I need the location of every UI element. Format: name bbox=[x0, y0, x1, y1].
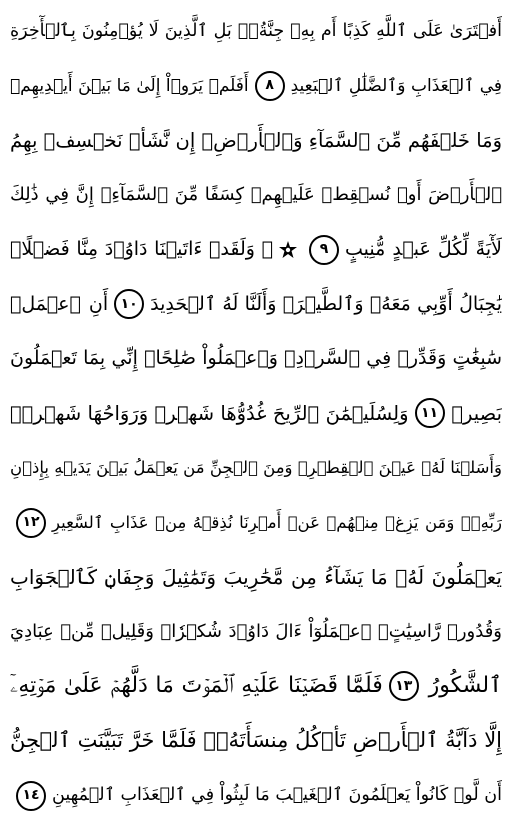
verse-text: ٱلشَّكُورُ bbox=[428, 673, 502, 699]
verse-text: أَفۡتَرَىٰ عَلَى ٱللَّهِ كَذِبًا أَم بِهِۦ جِنَّةُۢۗ بَلِ ٱلَّذِينَ لَا يُؤۡمِنُونَ بِٱلۡأٓخِرَةِ bbox=[10, 20, 502, 41]
verse-text: وَقُدُورٖ رَّاسِيَٰتٍۚ ٱعۡمَلُوٓاْ ءَالَ دَاوُۥدَ شُكۡرٗاۚ وَقَلِيلٞ مِّنۡ عِبَادِيَ bbox=[10, 621, 502, 643]
verse-line bbox=[10, 277, 502, 332]
ayah-number-marker: ٩ bbox=[309, 235, 339, 265]
ayah-number-marker: ١٠ bbox=[114, 289, 144, 319]
ayah-number-marker: ١٣ bbox=[389, 671, 419, 701]
verse-line bbox=[10, 659, 502, 714]
verse-line bbox=[10, 714, 502, 769]
verse-text: وَلِسُلَيۡمَٰنَ ٱلرِّيحَ غُدُوُّهَا شَهۡرٞ وَرَوَاحُهَا شَهۡرٞۖ bbox=[10, 401, 409, 425]
verse-line bbox=[10, 222, 502, 277]
verse-text: أَن لَّوۡ كَانُواْ يَعۡلَمُونَ ٱلۡغَيۡبَ مَا لَبِثُواْ فِي ٱلۡعَذَابِ ٱلۡمُهِينِ bbox=[52, 785, 502, 806]
verse-line bbox=[10, 332, 502, 387]
ayah-number-marker: ١١ bbox=[415, 398, 445, 428]
verse-text: وَأَسَلۡنَا لَهُۥ عَيۡنَ ٱلۡقِطۡرِۖ وَمِنَ ٱلۡجِنِّ مَن يَعۡمَلُ بَيۡنَ يَدَيۡهِ بِإِذۡنِ bbox=[10, 458, 502, 478]
verse-line bbox=[10, 768, 502, 823]
verse-text: وَمَا خَلۡفَهُم مِّنَ ٱلسَّمَآءِ وَٱلۡأَرۡضِۚ إِن نَّشَأۡ نَخۡسِفۡ بِهِمُ bbox=[10, 128, 502, 152]
verse-text: فَلَمَّا قَضَيۡنَا عَلَيۡهِ ٱلۡمَوۡتَ مَا دَلَّهُمۡ عَلَىٰ مَوۡتِهِۦٓ bbox=[10, 673, 383, 699]
verse-text: يَٰجِبَالُ أَوِّبِي مَعَهُۥ وَٱلطَّيۡرَۖ وَأَلَنَّا لَهُ ٱلۡحَدِيدَ bbox=[150, 292, 502, 315]
star-ornament-icon bbox=[279, 241, 297, 259]
verse-text: سَٰبِغَٰتٍ وَقَدِّرۡ فِي ٱلسَّرۡدِۖ وَٱعۡمَلُواْ صَٰلِحًاۖ إِنِّي بِمَا تَعۡمَلُونَ bbox=[10, 347, 502, 370]
verse-text: بَصِيرٞ bbox=[451, 401, 502, 425]
verse-text: ۞ وَلَقَدۡ ءَاتَيۡنَا دَاوُۥدَ مِنَّا فَضۡلًاۖ bbox=[10, 238, 274, 261]
ayah-number-marker: ١٤ bbox=[16, 781, 46, 811]
verse-text: أَنِ ٱعۡمَلۡ bbox=[10, 292, 109, 315]
verse-text: ٱلۡأَرۡضَ أَوۡ نُسۡقِطۡ عَلَيۡهِمۡ كِسَفًا مِّنَ ٱلسَّمَآءِۚ إِنَّ فِي ذَٰلِكَ bbox=[10, 184, 502, 206]
verse-text: لَأٓيَةً لِّكُلِّ عَبۡدٍ مُّنِيبٍ bbox=[345, 238, 502, 261]
ayah-number-marker: ٨ bbox=[255, 71, 285, 101]
verse-line bbox=[10, 4, 502, 59]
verse-line bbox=[10, 441, 502, 496]
verse-line bbox=[10, 605, 502, 660]
verse-text: أَفَلَمۡ يَرَوۡاْ إِلَىٰ مَا بَيۡنَ أَيۡدِيهِمۡ bbox=[10, 75, 249, 96]
verse-line bbox=[10, 59, 502, 114]
verse-text: يَعۡمَلُونَ لَهُۥ مَا يَشَآءُ مِن مَّحَٰرِيبَ وَتَمَٰثِيلَ وَجِفَانٖ كَٱلۡجَوَابِ bbox=[10, 565, 502, 590]
verse-line bbox=[10, 168, 502, 223]
verse-text: إِلَّا دَآبَّةُ ٱلۡأَرۡضِ تَأۡكُلُ مِنسَأَتَهُۥۖ فَلَمَّا خَرَّ تَبَيَّنَتِ ٱلۡجِنُّ bbox=[10, 728, 502, 753]
verse-text: رَبِّهِۦۖ وَمَن يَزِغۡ مِنۡهُمۡ عَنۡ أَمۡرِنَا نُذِقۡهُ مِنۡ عَذَابِ ٱلسَّعِيرِ bbox=[52, 512, 502, 532]
verse-line bbox=[10, 550, 502, 605]
verse-line bbox=[10, 386, 502, 441]
verse-line bbox=[10, 495, 502, 550]
ayah-number-marker: ١٢ bbox=[16, 508, 46, 538]
verse-text: فِي ٱلۡعَذَابِ وَٱلضَّلَٰلِ ٱلۡبَعِيدِ bbox=[290, 75, 502, 96]
verse-line bbox=[10, 113, 502, 168]
